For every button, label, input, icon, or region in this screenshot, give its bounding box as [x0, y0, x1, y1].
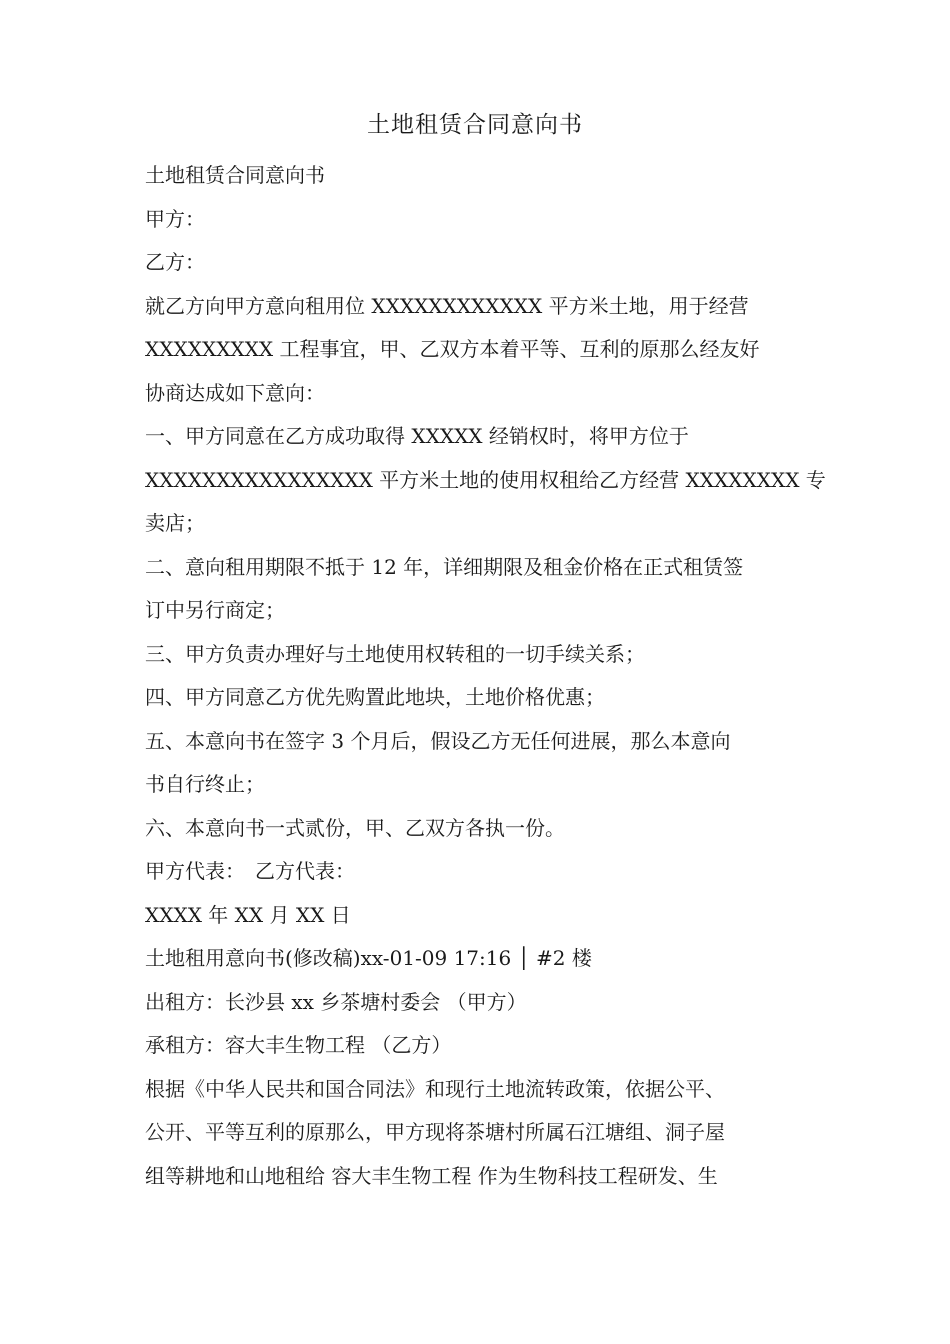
party-a-label: 甲方： — [145, 206, 205, 231]
party-b-label: 乙方： — [145, 250, 205, 274]
representatives-line: 甲方代表： 乙方代表： — [145, 859, 355, 883]
clause-2-cont: 订中另行商定； — [145, 598, 285, 622]
body-line: 就乙方向甲方意向租用位 XXXXXXXXXXXX 平方米土地，用于经营 — [145, 293, 749, 318]
clause-5-cont: 书自行终止； — [145, 772, 265, 796]
body-line: 土地租赁合同意向书 — [145, 163, 325, 187]
clause-4: 四、甲方同意乙方优先购置此地块，土地价格优惠； — [145, 685, 605, 709]
lessor-line: 出租方：长沙县 xx 乡茶塘村委会 （甲方） — [145, 989, 527, 1014]
revision-header: 土地租用意向书(修改稿)xx-01-09 17:16 │ #2 楼 — [145, 946, 592, 970]
body-line: 根据《中华人民共和国合同法》和现行土地流转政策，依据公平、 — [145, 1076, 725, 1101]
body-line: 公开、平等互利的原那么，甲方现将茶塘村所属石江塘组、洞子屋 — [145, 1120, 725, 1144]
clause-1: 一、甲方同意在乙方成功取得 XXXXX 经销权时，将甲方位于 — [145, 424, 689, 448]
document-title: 土地租赁合同意向书 — [367, 112, 583, 138]
body-line: XXXXXXXXX 工程事宜，甲、乙双方本着平等、互利的原那么经友好 — [145, 337, 760, 361]
clause-3: 三、甲方负责办理好与土地使用权转租的一切手续关系； — [145, 641, 645, 666]
clause-1-cont: 卖店； — [145, 511, 205, 535]
body-line: 组等耕地和山地租给 容大丰生物工程 作为生物科技工程研发、生 — [145, 1163, 718, 1188]
date-line: XXXX 年 XX 月 XX 日 — [145, 902, 351, 927]
body-line: 协商达成如下意向： — [145, 380, 325, 405]
lessee-line: 承租方：容大丰生物工程 （乙方） — [145, 1033, 452, 1057]
clause-1-cont: XXXXXXXXXXXXXXXX 平方米土地的使用权租给乙方经营 XXXXXXXX 专 — [145, 467, 826, 492]
clause-5: 五、本意向书在签字 3 个月后，假设乙方无任何进展，那么本意向 — [145, 728, 731, 753]
clause-2: 二、意向租用期限不抵于 12 年，详细期限及租金价格在正式租赁签 — [145, 554, 744, 579]
clause-6: 六、本意向书一式贰份，甲、乙双方各执一份。 — [145, 815, 565, 840]
document-body — [145, 154, 826, 1198]
